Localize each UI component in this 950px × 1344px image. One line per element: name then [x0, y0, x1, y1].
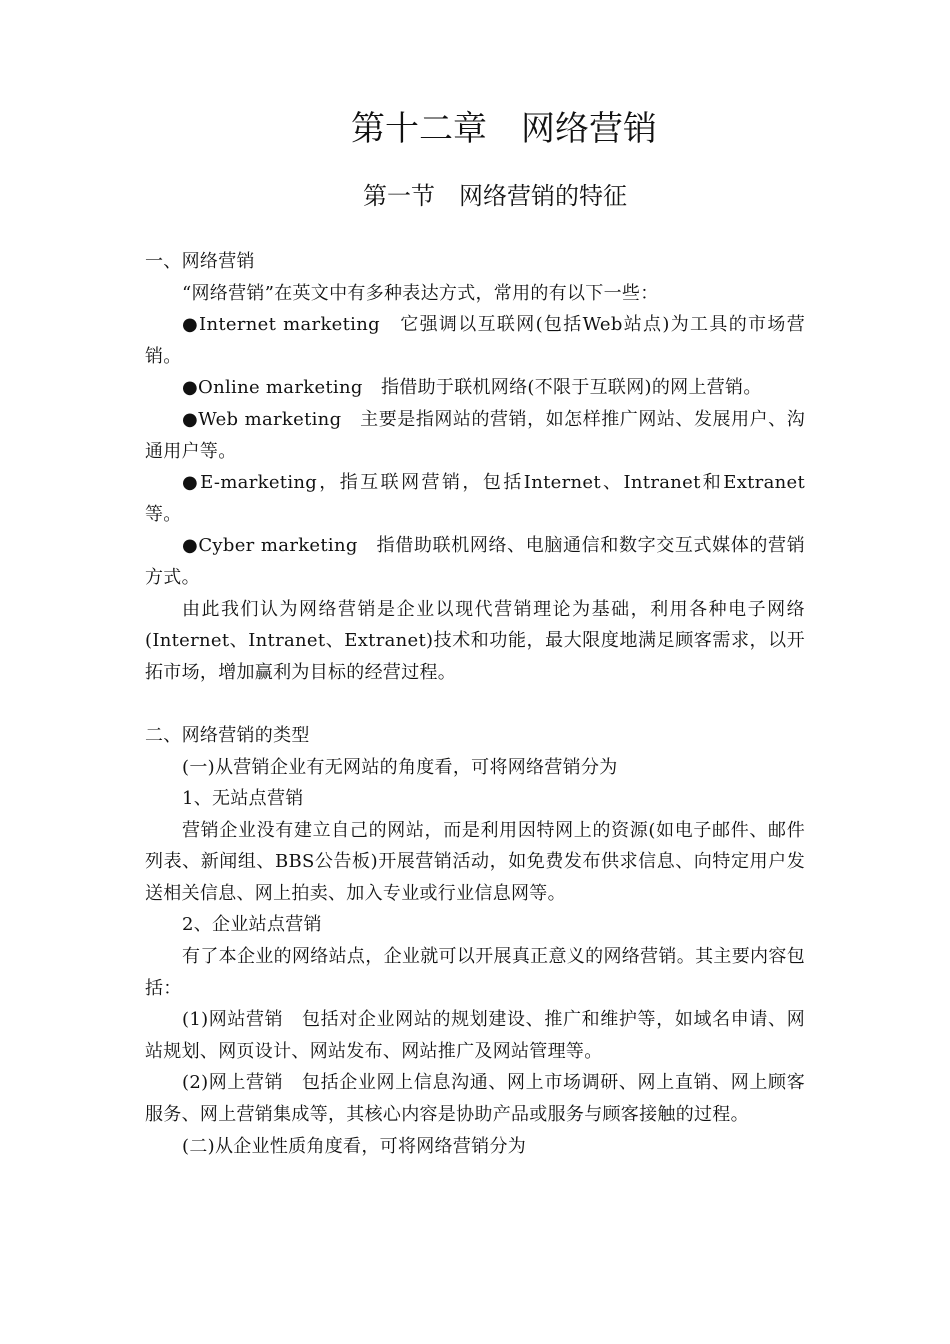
heading-network-marketing: 一、网络营销 [145, 251, 255, 272]
item-online-marketing: (2)网上营销 包括企业网上信息沟通、网上市场调研、网上直销、网上顾客服务、网上营销集成等，其核心内容是协助产品或服务与顾客接触的过程。 [145, 1072, 805, 1126]
section-title: 第一节 网络营销的特征 [363, 182, 627, 210]
paragraph-site-marketing: 有了本企业的网络站点，企业就可以开展真正意义的网络营销。其主要内容包括： [145, 946, 805, 999]
paragraph-intro: “网络营销”在英文中有多种表达方式，常用的有以下一些： [182, 282, 659, 304]
paragraph-no-site-marketing: 营销企业没有建立自己的网站，而是利用因特网上的资源(如电子邮件、邮件列表、新闻组、BBS公告板)开展营销活动，如免费发布供求信息、向特定用户发送相关信息、网上拍卖、加入专业或行业信息网等。 [145, 819, 805, 904]
item-website-marketing: (1)网站营销 包括对企业网站的规划建设、推广和维护等，如域名申请、网站规划、网页设计、网站发布、网站推广及网站管理等。 [145, 1009, 805, 1062]
subheading-by-enterprise: (二)从企业性质角度看，可将网络营销分为 [182, 1135, 527, 1157]
bullet-online-marketing: ●Online marketing 指借助于联机网络(不限于互联网)的网上营销。 [182, 377, 762, 399]
chapter-title: 第十二章 网络营销 [351, 109, 657, 149]
bullet-e-marketing: ●E-marketing，指互联网营销，包括Internet、Intranet和Extranet等。 [145, 472, 805, 525]
subheading-by-website: (一)从营销企业有无网站的角度看，可将网络营销分为 [182, 756, 618, 778]
heading-marketing-types: 二、网络营销的类型 [145, 724, 310, 746]
bullet-cyber-marketing: ●Cyber marketing 指借助联机网络、电脑通信和数字交互式媒体的营销方式。 [145, 535, 805, 588]
item-no-site-marketing: 1、无站点营销 [182, 788, 304, 810]
blank-line [145, 688, 805, 720]
bullet-internet-marketing: ●Internet marketing 它强调以互联网(包括Web站点)为工具的市场营销。 [145, 314, 805, 367]
bullet-web-marketing: ●Web marketing 主要是指网站的营销，如怎样推广网站、发展用户、沟通用户等。 [145, 408, 805, 462]
paragraph-definition: 由此我们认为网络营销是企业以现代营销理论为基础，利用各种电子网络(Internet、Intranet、Extranet)技术和功能，最大限度地满足顾客需求，以开拓市场，增加赢利为目标的经营过程。 [145, 598, 805, 683]
item-site-marketing: 2、企业站点营销 [182, 914, 322, 936]
document-body [145, 246, 805, 1162]
